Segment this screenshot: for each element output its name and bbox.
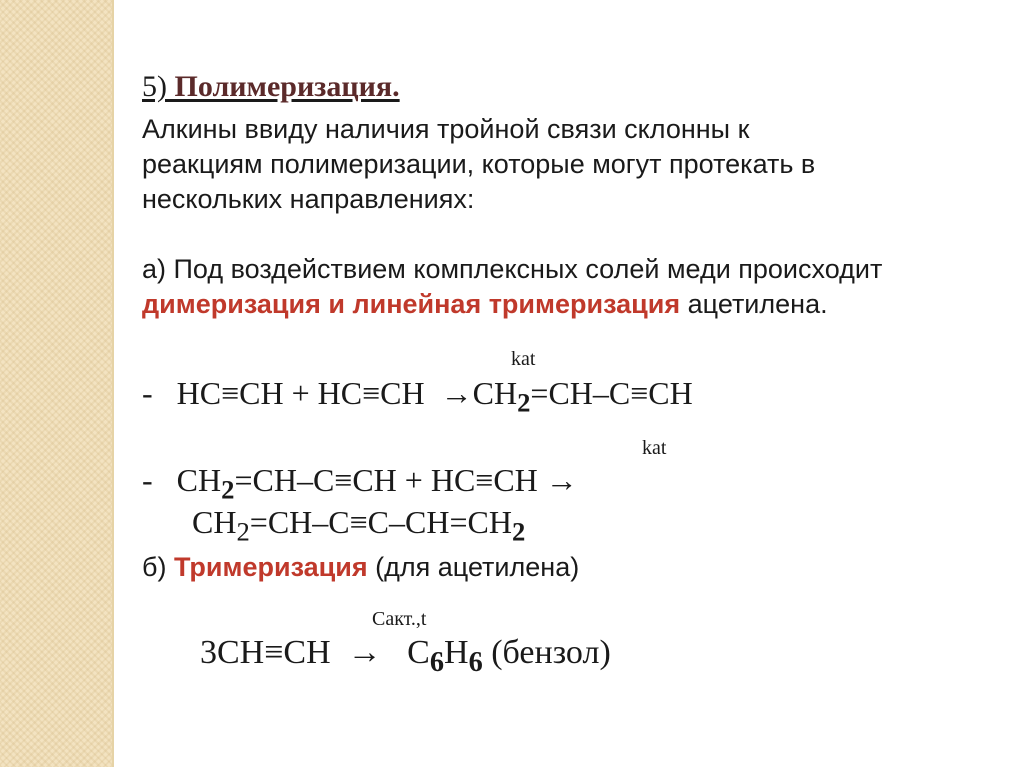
- intro-line: реакциям полимеризации, которые могут протекать в: [142, 149, 816, 179]
- reaction2-dash: -: [142, 462, 153, 498]
- reaction2-catalyst: kat: [642, 437, 667, 459]
- part-a-paragraph: [142, 252, 882, 322]
- title-word: Полимеризация.: [174, 70, 400, 103]
- part-a-line1: а) Под воздействием комплексных солей меди происходит: [142, 254, 883, 284]
- reaction3-product-h: H: [444, 634, 469, 671]
- reaction2-reactant-sub: 2: [221, 474, 235, 505]
- reaction3-equation: [200, 634, 611, 679]
- reaction1-dash: -: [142, 375, 153, 411]
- reaction2-product-sub1: 2: [236, 516, 250, 547]
- part-a-tail: ацетилена.: [680, 289, 828, 319]
- reaction2-product-ch: CH: [192, 504, 237, 540]
- part-a-highlight: димеризация и линейная тримеризация: [142, 289, 681, 319]
- intro-paragraph: [142, 112, 815, 217]
- reaction2-reactant-rest: =CH–C≡CH + HC≡CH →: [234, 462, 578, 498]
- part-a-line2: [142, 287, 882, 322]
- reaction2-reactant-ch: CH: [176, 462, 222, 498]
- reaction3-product-h-sub: 6: [468, 646, 483, 678]
- intro-line: Алкины ввиду наличия тройной связи склонны к: [142, 114, 750, 144]
- reaction1-product-ch: CH: [472, 375, 518, 411]
- part-b-prefix: б): [142, 552, 174, 582]
- reaction2-equation: [142, 462, 578, 505]
- reaction2-product: [192, 504, 525, 547]
- reaction3-reactant: 3CH≡CH: [200, 634, 331, 671]
- part-b-highlight: Тримеризация: [173, 552, 368, 582]
- reaction3-product-name: (бензол): [482, 634, 611, 671]
- slide-title: [142, 70, 400, 104]
- intro-line: нескольких направлениях:: [142, 184, 475, 214]
- reaction1-arrow: →: [440, 375, 473, 411]
- title-number: 5): [142, 70, 175, 103]
- reaction3-arrow: →: [347, 634, 382, 671]
- reaction2-product-sub2: 2: [511, 516, 526, 547]
- reaction3-product-c: C: [407, 634, 430, 671]
- part-b-line: [142, 552, 579, 583]
- reaction1-product-rest: =CH–C≡CH: [530, 375, 693, 411]
- reaction2-product-rest: =CH–C≡C–CH=CH: [249, 504, 512, 540]
- reaction1-reactants: HC≡CH + HC≡CH: [176, 375, 425, 411]
- reaction3-product-c-sub: 6: [429, 646, 444, 678]
- reaction1-catalyst: kat: [511, 348, 536, 370]
- reaction1-equation: [142, 375, 693, 418]
- reaction3-catalyst: Cакт.,t: [372, 608, 427, 630]
- decorative-side-strip: [0, 0, 112, 767]
- reaction1-product-sub: 2: [517, 387, 531, 418]
- part-b-tail: (для ацетилена): [367, 552, 580, 582]
